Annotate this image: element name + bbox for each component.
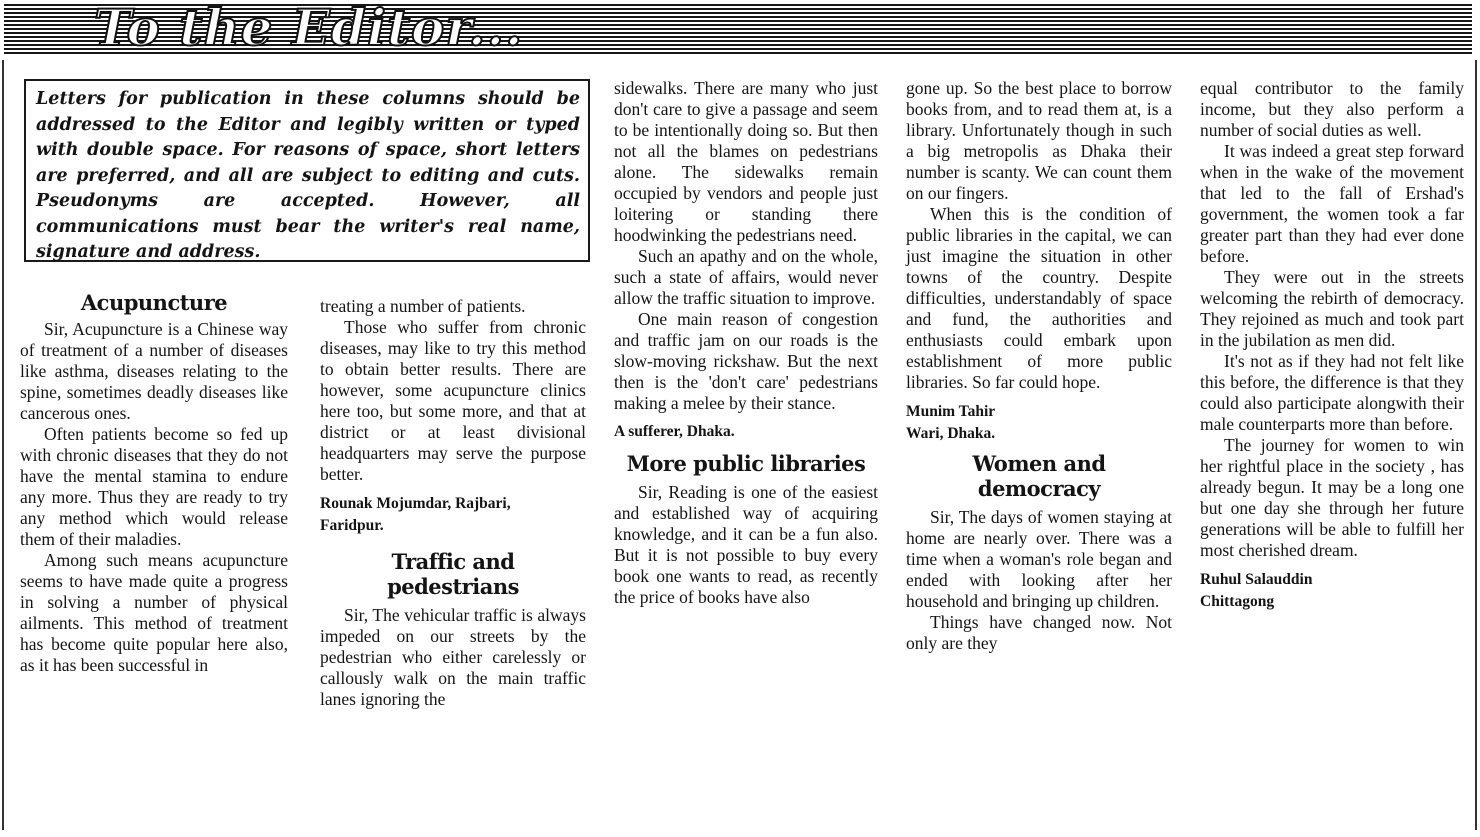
- letter-heading-acupuncture: Acupuncture: [80, 290, 228, 315]
- letter-paragraph: Such an apathy and on the whole, such a state of affairs, would never allow the traffic situation to improve.: [614, 246, 878, 308]
- letter-paragraph: Often patients become so fed up with chronic diseases that they do not have the mental stamina to endure any more. Thus they are ready to try any method which would release them of their maladies.: [20, 424, 288, 549]
- signature-name: Ruhul Salauddin: [1200, 571, 1313, 588]
- column-women-democracy: [906, 78, 1172, 654]
- letter-paragraph: The journey for women to win her rightful place in the society , has already begun. It may be a long one but one day she through her future generations will be able to fulfill her most cherished dream.: [1200, 435, 1464, 560]
- letter-paragraph: gone up. So the best place to borrow books from, and to read them at, is a library. Unfortunately though in such a big metropolis as Dhaka their number is scanty. We can count them on our fingers.: [906, 78, 1172, 203]
- submission-notice-box: [24, 79, 590, 262]
- signature-place: Chittagong: [1200, 593, 1275, 610]
- submission-notice-text: Letters for publication in these columns should be addressed to the Editor and legibly written or typed with double space. For reasons of space, short letters are preferred, and all are subject to editing and cuts. Pseudonyms are accepted. However, all communications must bear the writer's real name, signature and address.: [36, 89, 580, 262]
- letter-paragraph: sidewalks. There are many who just don't care to give a passage and seem to be intentionally doing so. But then not all the blames on pedestrians alone. The sidewalks remain occupied by vendors and people just loitering or standing there hoodwinking the pedestrians need.: [614, 78, 878, 245]
- column-libraries: [614, 78, 878, 608]
- letter-paragraph: treating a number of patients.: [320, 296, 526, 316]
- column-women-continued: [1200, 78, 1464, 613]
- letter-paragraph: Among such means acupuncture seems to have made quite a progress in solving a number of physical ailments. This method of treatment has become quite popular here also, as it has been successful in: [20, 550, 288, 675]
- column-traffic: [320, 296, 586, 710]
- letter-heading-traffic: Traffic and pedestrians: [387, 549, 519, 599]
- section-title: To the Editor...: [94, 0, 524, 57]
- letter-paragraph: Sir, The days of women staying at home are nearly over. There was a time when a woman's role began and ended with looking after her household and bringing up children.: [906, 507, 1172, 611]
- letter-paragraph: Things have changed now. Not only are they: [906, 612, 1172, 653]
- letter-heading-women: Women and democracy: [972, 451, 1106, 501]
- letter-paragraph: One main reason of congestion and traffic jam on our roads is the slow-moving rickshaw. But the next then is the 'don't care' pedestrians making a melee by their stance.: [614, 309, 878, 413]
- column-acupuncture: [20, 290, 288, 676]
- letter-heading-libraries: More public libraries: [626, 451, 866, 476]
- letter-paragraph: It was indeed a great step forward when in the wake of the movement that led to the fall of Ershad's government, the women took a far greater part than they had ever done before.: [1200, 141, 1464, 266]
- letter-paragraph: Those who suffer from chronic diseases, may like to try this method to obtain better results. There are however, some acupuncture clinics here too, but some more, and that at district or at least divisional headquarters may serve the purpose better.: [320, 317, 586, 484]
- signature-name: Munim Tahir: [906, 403, 996, 420]
- signature-name: A sufferer, Dhaka.: [614, 423, 735, 440]
- signature-name: Rounak Mojumdar, Rajbari,: [320, 495, 511, 512]
- signature-place: Faridpur.: [320, 517, 384, 534]
- letter-paragraph: When this is the condition of public libraries in the capital, we can just imagine the situation in other towns of the country. Despite difficulties, understandably of space and fund, the authorities and enthusiasts could embark upon establishment of more public libraries. So far could hope.: [906, 204, 1172, 392]
- letter-paragraph: equal contributor to the family income, but they also perform a number of social duties as well.: [1200, 78, 1464, 140]
- letter-paragraph: Sir, The vehicular traffic is always impeded on our streets by the pedestrian who either carelessly or callously walk on the main traffic lanes ignoring the: [320, 605, 586, 709]
- signature-place: Wari, Dhaka.: [906, 425, 996, 442]
- letter-paragraph: It's not as if they had not felt like this before, the difference is that they could also participate alongwith their male counterparts more than before.: [1200, 351, 1464, 434]
- letter-paragraph: They were out in the streets welcoming the rebirth of democracy. They rejoined as much and took part in the jubilation as men did.: [1200, 267, 1464, 350]
- right-border-rule: [1475, 60, 1477, 830]
- masthead-banner: [4, 0, 1472, 57]
- left-border-rule: [2, 60, 4, 830]
- letter-paragraph: Sir, Reading is one of the easiest and established way of acquiring knowledge, and it can be a fun also. But it is not possible to buy every book one wants to read, as recently the price of books have also: [614, 482, 878, 607]
- letter-paragraph: Sir, Acupuncture is a Chinese way of treatment of a number of diseases like asthma, diseases relating to the spine, sometimes deadly diseases like cancerous ones.: [20, 319, 288, 423]
